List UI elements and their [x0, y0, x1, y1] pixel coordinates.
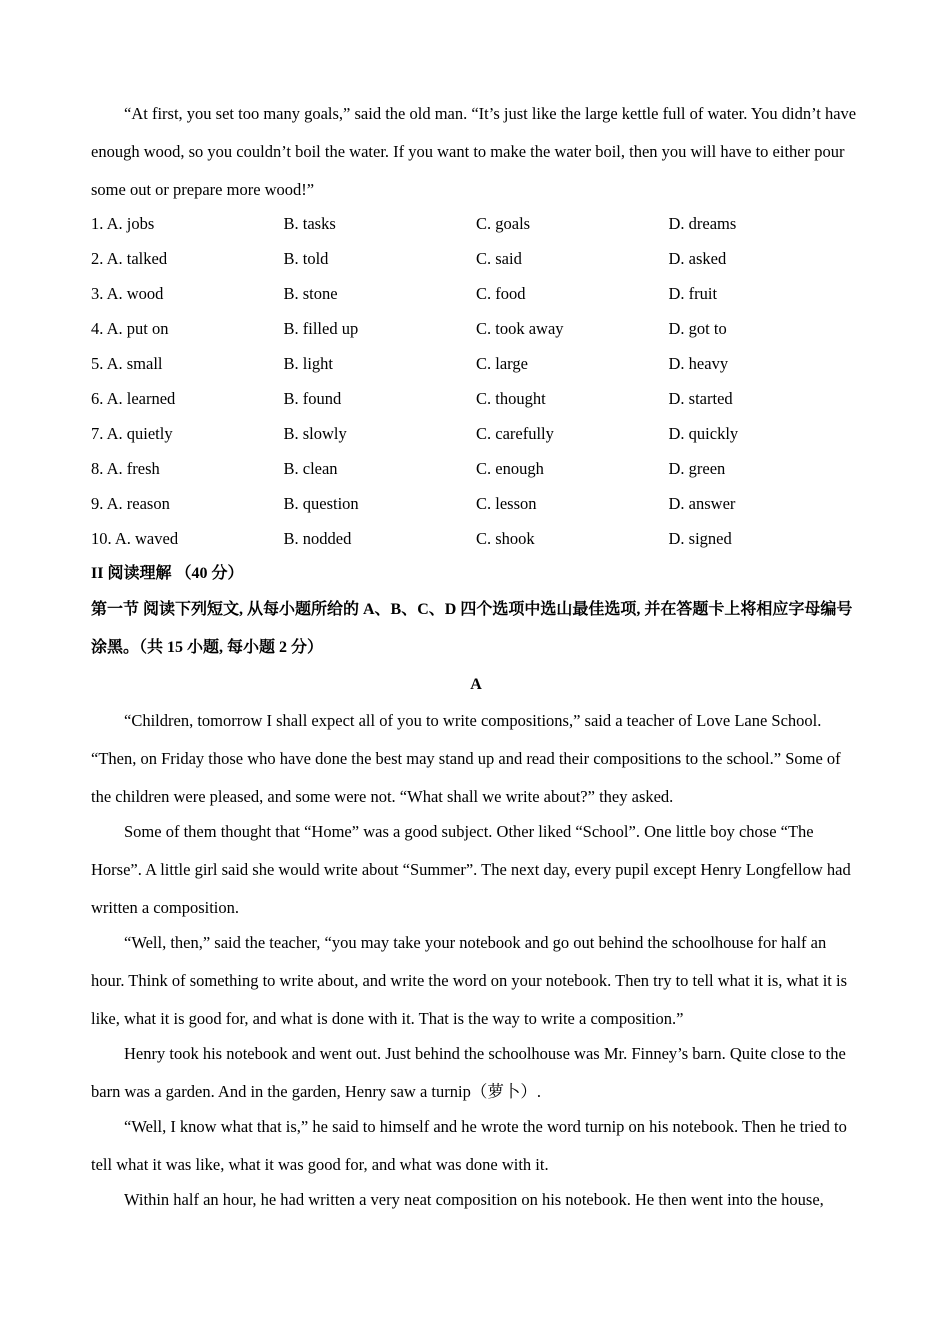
option-b: B. stone	[283, 283, 338, 303]
option-a: 7. A. quietly	[91, 423, 173, 443]
option-c: C. enough	[476, 458, 544, 478]
section-instruction: 第一节 阅读下列短文, 从每小题所给的 A、B、C、D 四个选项中选山最佳选项, 并在答题卡上将相应字母编号涂黑。（共 15 小题, 每小题 2 分）	[91, 601, 853, 656]
option-d: D. got to	[668, 318, 727, 338]
option-d: D. signed	[668, 528, 732, 548]
intro-paragraph: “At first, you set too many goals,” said the old man. “It’s just like the large kettle full of water. You didn’t have enough wood, so you couldn’t boil the water. If you want to make the water boil, then you will have to either pour some out or prepare more wood!”	[91, 104, 857, 199]
option-c: C. goals	[476, 213, 531, 233]
option-row	[91, 346, 861, 381]
option-row	[91, 381, 861, 416]
option-c: C. food	[476, 283, 526, 303]
passage-paragraph-3: “Well, then,” said the teacher, “you may take your notebook and go out behind the schoolhouse for half an hour. Think of something to write about, and write the word on your notebook. Then try to tell what it is, what it is like, what it is good for, and what is done with it. That is the way to write a composition.”	[91, 933, 847, 1028]
option-row	[91, 206, 861, 241]
option-c: C. took away	[476, 318, 564, 338]
option-b: B. tasks	[283, 213, 336, 233]
option-a: 3. A. wood	[91, 283, 164, 303]
option-c: C. shook	[476, 528, 535, 548]
option-c: C. carefully	[476, 423, 554, 443]
option-b: B. told	[283, 248, 329, 268]
passage-paragraph-1: “Children, tomorrow I shall expect all of you to write compositions,” said a teacher of Love Lane School. “Then, on Friday those who have done the best may stand up and read their compositions to the school.” Some of the children were pleased, and some were not. “What shall we write about?” they asked.	[91, 711, 841, 806]
option-b: B. nodded	[283, 528, 352, 548]
option-row	[91, 416, 861, 451]
option-b: B. clean	[283, 458, 338, 478]
option-a: 10. A. waved	[91, 528, 179, 548]
option-a: 4. A. put on	[91, 318, 169, 338]
option-b: B. found	[283, 388, 342, 408]
section-heading: II 阅读理解 （40 分）	[91, 565, 244, 582]
option-d: D. dreams	[668, 213, 737, 233]
option-a: 5. A. small	[91, 353, 163, 373]
passage-paragraph-6: Within half an hour, he had written a very neat composition on his notebook. He then went into the house,	[124, 1190, 824, 1209]
option-d: D. heavy	[668, 353, 729, 373]
passage-paragraph-4: Henry took his notebook and went out. Just behind the schoolhouse was Mr. Finney’s barn. Quite close to the barn was a garden. And in the garden, Henry saw a turnip（萝卜）.	[91, 1044, 846, 1101]
option-a: 6. A. learned	[91, 388, 176, 408]
option-row	[91, 311, 861, 346]
option-b: B. light	[283, 353, 334, 373]
option-d: D. green	[668, 458, 726, 478]
option-c: C. thought	[476, 388, 546, 408]
option-row	[91, 241, 861, 276]
option-d: D. fruit	[668, 283, 718, 303]
option-c: C. said	[476, 248, 522, 268]
option-d: D. answer	[668, 493, 736, 513]
option-a: 8. A. fresh	[91, 458, 160, 478]
passage-paragraph-2: Some of them thought that “Home” was a good subject. Other liked “School”. One little boy chose “The Horse”. A little girl said she would write about “Summer”. The next day, every pupil except Henry Longfellow had written a composition.	[91, 822, 851, 917]
options-list	[91, 206, 861, 556]
document-page	[91, 95, 861, 1219]
option-row	[91, 276, 861, 311]
option-row	[91, 451, 861, 486]
passage-paragraph-5: “Well, I know what that is,” he said to himself and he wrote the word turnip on his notebook. Then he tried to tell what it was like, what it was good for, and what was done with it.	[91, 1117, 847, 1174]
option-row	[91, 486, 861, 521]
option-a: 1. A. jobs	[91, 213, 155, 233]
option-a: 9. A. reason	[91, 493, 170, 513]
option-b: B. question	[283, 493, 359, 513]
option-c: C. large	[476, 353, 528, 373]
option-row	[91, 521, 861, 556]
option-b: B. slowly	[283, 423, 347, 443]
option-d: D. quickly	[668, 423, 739, 443]
option-b: B. filled up	[283, 318, 359, 338]
option-a: 2. A. talked	[91, 248, 168, 268]
passage-label: A	[470, 676, 482, 693]
option-c: C. lesson	[476, 493, 537, 513]
option-d: D. asked	[668, 248, 727, 268]
option-d: D. started	[668, 388, 733, 408]
